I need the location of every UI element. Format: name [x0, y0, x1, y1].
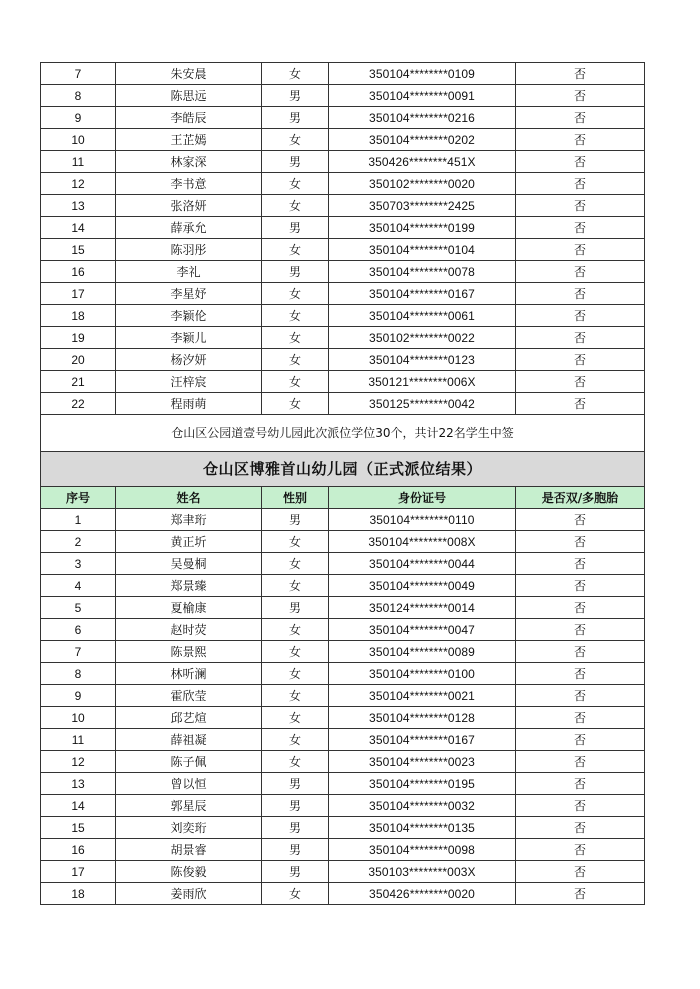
student-gender: 男	[262, 151, 329, 173]
id-number: 350104********0089	[329, 641, 516, 663]
row-number: 14	[41, 217, 116, 239]
student-gender: 女	[262, 619, 329, 641]
id-number: 350104********0109	[329, 63, 516, 85]
row-number: 11	[41, 151, 116, 173]
row-number: 1	[41, 509, 116, 531]
multiple-birth: 否	[516, 641, 645, 663]
student-name: 薛承允	[116, 217, 262, 239]
id-number: 350104********0135	[329, 817, 516, 839]
id-number: 350104********0100	[329, 663, 516, 685]
student-gender: 男	[262, 85, 329, 107]
id-number: 350104********0110	[329, 509, 516, 531]
section-title-row	[41, 452, 645, 487]
row-number: 6	[41, 619, 116, 641]
student-gender: 男	[262, 817, 329, 839]
id-number: 350426********451X	[329, 151, 516, 173]
multiple-birth: 否	[516, 261, 645, 283]
section-title: 仓山区博雅首山幼儿园（正式派位结果）	[41, 452, 645, 487]
student-name: 王芷嫣	[116, 129, 262, 151]
table-row	[41, 553, 645, 575]
multiple-birth: 否	[516, 553, 645, 575]
table-row	[41, 663, 645, 685]
multiple-birth: 否	[516, 883, 645, 905]
id-number: 350104********0167	[329, 729, 516, 751]
student-name: 郑聿珩	[116, 509, 262, 531]
student-gender: 女	[262, 883, 329, 905]
row-number: 18	[41, 305, 116, 327]
student-gender: 女	[262, 129, 329, 151]
id-number: 350104********0044	[329, 553, 516, 575]
table-row	[41, 531, 645, 553]
id-number: 350104********0123	[329, 349, 516, 371]
row-number: 8	[41, 85, 116, 107]
student-gender: 女	[262, 305, 329, 327]
table-row	[41, 817, 645, 839]
student-gender: 男	[262, 261, 329, 283]
table-row	[41, 707, 645, 729]
multiple-birth: 否	[516, 151, 645, 173]
row-number: 2	[41, 531, 116, 553]
multiple-birth: 否	[516, 685, 645, 707]
multiple-birth: 否	[516, 729, 645, 751]
id-number: 350104********0195	[329, 773, 516, 795]
student-gender: 男	[262, 217, 329, 239]
student-gender: 男	[262, 839, 329, 861]
table-row	[41, 283, 645, 305]
student-gender: 女	[262, 327, 329, 349]
row-number: 7	[41, 641, 116, 663]
row-number: 13	[41, 773, 116, 795]
row-number: 15	[41, 817, 116, 839]
table-row	[41, 729, 645, 751]
student-gender: 女	[262, 575, 329, 597]
multiple-birth: 否	[516, 349, 645, 371]
row-number: 14	[41, 795, 116, 817]
student-gender: 女	[262, 173, 329, 195]
table-row	[41, 861, 645, 883]
student-name: 林听澜	[116, 663, 262, 685]
student-name: 郑景臻	[116, 575, 262, 597]
student-name: 张洛妍	[116, 195, 262, 217]
table-row	[41, 173, 645, 195]
id-number: 350426********0020	[329, 883, 516, 905]
id-number: 350104********008X	[329, 531, 516, 553]
row-number: 9	[41, 107, 116, 129]
row-number: 10	[41, 129, 116, 151]
row-number: 7	[41, 63, 116, 85]
student-gender: 女	[262, 63, 329, 85]
row-number: 18	[41, 883, 116, 905]
row-number: 12	[41, 173, 116, 195]
student-gender: 女	[262, 393, 329, 415]
id-number: 350102********0022	[329, 327, 516, 349]
admission-results-table	[40, 62, 645, 905]
header-multi: 是否双/多胞胎	[516, 487, 645, 509]
student-gender: 女	[262, 707, 329, 729]
table-row	[41, 129, 645, 151]
table-row	[41, 327, 645, 349]
table-row	[41, 641, 645, 663]
table-row	[41, 685, 645, 707]
id-number: 350104********0098	[329, 839, 516, 861]
row-number: 9	[41, 685, 116, 707]
row-number: 10	[41, 707, 116, 729]
student-gender: 女	[262, 729, 329, 751]
row-number: 5	[41, 597, 116, 619]
row-number: 4	[41, 575, 116, 597]
multiple-birth: 否	[516, 575, 645, 597]
row-number: 22	[41, 393, 116, 415]
table-row	[41, 597, 645, 619]
multiple-birth: 否	[516, 327, 645, 349]
id-number: 350104********0202	[329, 129, 516, 151]
multiple-birth: 否	[516, 619, 645, 641]
id-number: 350104********0023	[329, 751, 516, 773]
row-number: 16	[41, 839, 116, 861]
id-number: 350124********0014	[329, 597, 516, 619]
table-row	[41, 371, 645, 393]
summary-row	[41, 415, 645, 452]
table-row	[41, 195, 645, 217]
row-number: 15	[41, 239, 116, 261]
header-name: 姓名	[116, 487, 262, 509]
id-number: 350104********0061	[329, 305, 516, 327]
multiple-birth: 否	[516, 173, 645, 195]
student-gender: 女	[262, 553, 329, 575]
student-name: 夏榆康	[116, 597, 262, 619]
id-number: 350104********0021	[329, 685, 516, 707]
header-no: 序号	[41, 487, 116, 509]
header-id: 身份证号	[329, 487, 516, 509]
summary-text: 仓山区公园道壹号幼儿园此次派位学位30个，共计22名学生中签	[41, 415, 645, 452]
student-name: 李礼	[116, 261, 262, 283]
table-row	[41, 85, 645, 107]
table-row	[41, 151, 645, 173]
table-row	[41, 509, 645, 531]
student-name: 黄正圻	[116, 531, 262, 553]
id-number: 350104********0091	[329, 85, 516, 107]
table-row	[41, 839, 645, 861]
row-number: 11	[41, 729, 116, 751]
student-name: 汪梓宸	[116, 371, 262, 393]
student-name: 吴曼桐	[116, 553, 262, 575]
row-number: 16	[41, 261, 116, 283]
student-gender: 男	[262, 773, 329, 795]
row-number: 3	[41, 553, 116, 575]
student-name: 李书意	[116, 173, 262, 195]
student-name: 曾以恒	[116, 773, 262, 795]
table-row	[41, 349, 645, 371]
table-row	[41, 883, 645, 905]
multiple-birth: 否	[516, 509, 645, 531]
student-name: 刘奕珩	[116, 817, 262, 839]
id-number: 350104********0032	[329, 795, 516, 817]
multiple-birth: 否	[516, 217, 645, 239]
student-name: 李皓辰	[116, 107, 262, 129]
table-row	[41, 773, 645, 795]
student-gender: 女	[262, 531, 329, 553]
student-name: 薛祖凝	[116, 729, 262, 751]
student-name: 杨汐妍	[116, 349, 262, 371]
student-name: 林家深	[116, 151, 262, 173]
section2-head	[41, 452, 645, 509]
student-name: 李星妤	[116, 283, 262, 305]
multiple-birth: 否	[516, 63, 645, 85]
table-row	[41, 261, 645, 283]
multiple-birth: 否	[516, 239, 645, 261]
student-name: 霍欣莹	[116, 685, 262, 707]
student-name: 朱安晨	[116, 63, 262, 85]
multiple-birth: 否	[516, 305, 645, 327]
student-name: 邱艺煊	[116, 707, 262, 729]
row-number: 19	[41, 327, 116, 349]
student-name: 李颖伦	[116, 305, 262, 327]
multiple-birth: 否	[516, 129, 645, 151]
id-number: 350104********0128	[329, 707, 516, 729]
student-name: 陈羽彤	[116, 239, 262, 261]
multiple-birth: 否	[516, 839, 645, 861]
id-number: 350103********003X	[329, 861, 516, 883]
table-row	[41, 217, 645, 239]
table-row	[41, 63, 645, 85]
multiple-birth: 否	[516, 707, 645, 729]
multiple-birth: 否	[516, 393, 645, 415]
row-number: 17	[41, 861, 116, 883]
student-name: 郭星辰	[116, 795, 262, 817]
table-row	[41, 239, 645, 261]
id-number: 350104********0047	[329, 619, 516, 641]
id-number: 350104********0216	[329, 107, 516, 129]
section2-body	[41, 509, 645, 905]
multiple-birth: 否	[516, 597, 645, 619]
student-gender: 女	[262, 663, 329, 685]
student-name: 陈思远	[116, 85, 262, 107]
student-gender: 女	[262, 283, 329, 305]
id-number: 350104********0199	[329, 217, 516, 239]
header-gender: 性别	[262, 487, 329, 509]
multiple-birth: 否	[516, 795, 645, 817]
student-gender: 男	[262, 509, 329, 531]
student-name: 程雨萌	[116, 393, 262, 415]
student-name: 陈景熙	[116, 641, 262, 663]
multiple-birth: 否	[516, 663, 645, 685]
row-number: 21	[41, 371, 116, 393]
id-number: 350104********0049	[329, 575, 516, 597]
id-number: 350102********0020	[329, 173, 516, 195]
multiple-birth: 否	[516, 751, 645, 773]
multiple-birth: 否	[516, 107, 645, 129]
id-number: 350104********0104	[329, 239, 516, 261]
multiple-birth: 否	[516, 861, 645, 883]
student-gender: 男	[262, 861, 329, 883]
student-gender: 女	[262, 685, 329, 707]
student-name: 陈子佩	[116, 751, 262, 773]
id-number: 350104********0078	[329, 261, 516, 283]
multiple-birth: 否	[516, 85, 645, 107]
table-row	[41, 751, 645, 773]
student-gender: 女	[262, 751, 329, 773]
student-gender: 男	[262, 597, 329, 619]
row-number: 20	[41, 349, 116, 371]
id-number: 350104********0167	[329, 283, 516, 305]
student-gender: 女	[262, 239, 329, 261]
table-row	[41, 107, 645, 129]
student-name: 姜雨欣	[116, 883, 262, 905]
table-row	[41, 575, 645, 597]
student-gender: 女	[262, 641, 329, 663]
student-name: 陈俊毅	[116, 861, 262, 883]
student-gender: 女	[262, 349, 329, 371]
student-name: 李颖儿	[116, 327, 262, 349]
row-number: 17	[41, 283, 116, 305]
id-number: 350121********006X	[329, 371, 516, 393]
table-row	[41, 795, 645, 817]
student-gender: 男	[262, 107, 329, 129]
column-header-row	[41, 487, 645, 509]
table-row	[41, 305, 645, 327]
multiple-birth: 否	[516, 531, 645, 553]
table-row	[41, 393, 645, 415]
row-number: 13	[41, 195, 116, 217]
multiple-birth: 否	[516, 195, 645, 217]
student-name: 胡景睿	[116, 839, 262, 861]
id-number: 350703********2425	[329, 195, 516, 217]
row-number: 8	[41, 663, 116, 685]
id-number: 350125********0042	[329, 393, 516, 415]
multiple-birth: 否	[516, 773, 645, 795]
multiple-birth: 否	[516, 283, 645, 305]
student-gender: 男	[262, 795, 329, 817]
student-name: 赵时荧	[116, 619, 262, 641]
section1-body	[41, 63, 645, 415]
student-gender: 女	[262, 195, 329, 217]
multiple-birth: 否	[516, 371, 645, 393]
section1-summary	[41, 415, 645, 452]
table-row	[41, 619, 645, 641]
student-gender: 女	[262, 371, 329, 393]
row-number: 12	[41, 751, 116, 773]
multiple-birth: 否	[516, 817, 645, 839]
